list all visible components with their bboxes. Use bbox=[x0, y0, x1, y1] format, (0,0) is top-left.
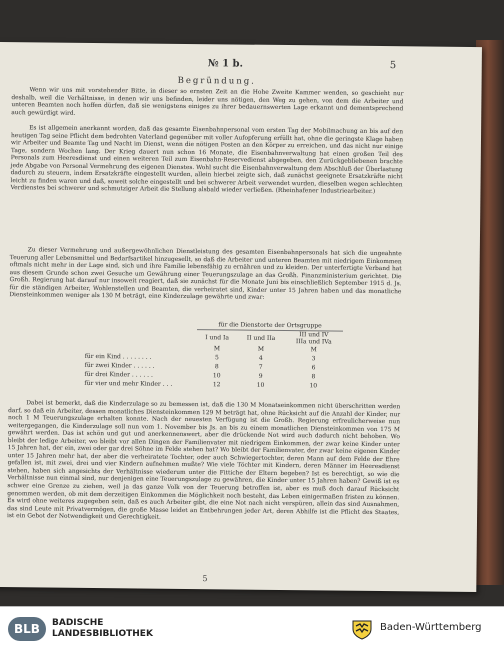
table-unit: M bbox=[310, 346, 317, 354]
table-caption: für die Dienstorte der Ortsgruppe bbox=[197, 320, 343, 331]
allowance-table bbox=[82, 319, 343, 391]
table-cell: 4 bbox=[258, 354, 263, 362]
row-label: für zwei Kinder . . . . . . bbox=[84, 361, 155, 370]
table-cell: 3 bbox=[311, 355, 316, 363]
table-cell: 9 bbox=[258, 372, 263, 380]
table-row bbox=[82, 379, 342, 391]
document-number: № 1 b. bbox=[207, 58, 244, 70]
table-cell: 8 bbox=[214, 363, 219, 371]
table-cell: 12 bbox=[212, 381, 221, 389]
library-name-line1: BADISCHE bbox=[52, 618, 104, 628]
page-number-bottom: 5 bbox=[202, 574, 208, 584]
row-label: für drei Kinder . . . . . . bbox=[84, 370, 153, 379]
table-cell: 10 bbox=[256, 381, 265, 389]
library-name-line2: LANDESBIBLIOTHEK bbox=[52, 629, 153, 639]
table-cell: 6 bbox=[311, 364, 316, 372]
table-cell: 10 bbox=[212, 372, 221, 380]
paragraph: Wenn wir uns mit vorstehender Bitte, in dieser so ernsten Zeit an die Hohe Zweite Kammer wenden, so geschieht nur deshalb, weil die Verhältnisse, in denen wir uns befinden, leider uns nötigen, den Weg zu gehen, von dem die Arbeiter und unteren Beamten noch hoffen dürfen, daß sie wenigstens einiges zu ihrer bedauernswerten Lage erkannt und dementsprechend auch gewürdigt wird. bbox=[11, 87, 404, 117]
table-column-header: III und IV IIIa und IVa bbox=[295, 331, 332, 346]
table-column-header: II und IIa bbox=[246, 334, 276, 342]
blb-logo-icon[interactable]: BLB bbox=[8, 617, 46, 641]
table-unit: M bbox=[257, 345, 265, 353]
paragraph: Es ist allgemein anerkannt worden, daß das gesamte Eisenbahnpersonal vom ersten Tag der Mobilmachung an bis auf den heutigen Tag seine Pflicht dem bedrohten Vaterland gegenüber mit voller Aufopferung erfüllt hat, ohne die geringste Klage haben wir Arbeiter und Beamte Tag und Nacht im Dienst, wenn die nötigen Posten an den Körper zu erreichen, und das nicht nur einige Tage, sondern Wochen lang. Der Krieg dauert nun schon 16 Monate, die Eisenbahnverwaltung hat einen großen Teil des Personals zum Heeresdienst und einen weiteren Teil zum Eisenbahn-Reservedienst abgegeben, den Zurückgebliebenen brachte jede Abgabe von Personal Vermehrung des eigenen Dienstes. Wohl sucht die Eisenbahnverwaltung dem Abschluß der Überlastung dadurch zu steuern, indem Ersatzkräfte eingestellt wurden, allein hierbei zeigte sich, daß zunächst geeignete Ersatzkräfte nicht leicht zu finden waren und daß, soweit solche eingestellt und bei schwerer Arbeit verwendet wurden, dieselben wegen schlechten Verdienstes bei schwerer und schmutziger Arbeit die Stellung alsbald wieder verließen. (Rheinhafener Industriearbeiter.) bbox=[10, 125, 404, 196]
page-number-top: 5 bbox=[389, 60, 397, 72]
section-title: Begründung. bbox=[177, 75, 256, 87]
table-cell: 10 bbox=[309, 382, 318, 390]
table-unit: M bbox=[213, 345, 221, 353]
baden-wuerttemberg-crest-icon[interactable] bbox=[350, 618, 374, 640]
state-name[interactable]: Baden-Württemberg bbox=[380, 622, 482, 633]
paragraph: Dabei ist bemerkt, daß die Kinderzulage so zu bemessen ist, daß die 130 M Monatseinkommen nicht überschritten werden darf, so daß ein Arbeiter, dessen monatliches Diensteinkommen 129 M beträgt hat, ohne Rücksicht auf die Anzahl der Kinder, nur noch 1 M Teuerungszulage erhalten konnte. Nach der neuesten Verfügung ist die Großh. Regierung erfreulicherweise nun weitergegangen, die Kinderzulage soll nun vom 1. November bis Js. an bis zu einem monatlichen Diensteinkommen von 175 M gewährt werden. Das ist schön und gut und anerkennenswert, aber die drückende Not wird auch dadurch nicht behoben. Wo bleibt der ledige Arbeiter, wo bleibt vor allen Dingen der Familienvater mit niedrigem Einkommen, der zwar keine Kinder unter 15 Jahren hat, der ein, zwei oder gar drei Söhne im Felde stehen hat? Wo bleibt der Familienvater, der zwar keine eigenen Kinder unter 15 Jahren mehr hat, der aber die verheiratete Tochter, oder auch Schwiegertochter, deren Mann auf dem Felde der Ehre gefallen ist, mit zwei, drei und vier Kindern aufnehmen mußte? Wie viele Töchter mit Kindern, deren Männer im Heeresdienst stehen, haben sich angesichts der Verhältnisse wiederum unter die Fittiche der Eltern begeben? Ist es berechtigt, so wie die Verhältnisse nun einmal sind, nur denjenigen eine Teuerungszulage zu gewähren, die Kinder unter 15 Jahren haben? Gewiß ist es schwer eine Grenze zu ziehen, weil ja das ganze Volk von der Teuerung betroffen ist, aber es muß doch darauf Rücksicht genommen werden, ob mit dem derzeitigen Einkommen die Möglichkeit noch besteht, das Leben einigermaßen fristen zu können. Es wird ohne weiteres zugegeben sein, daß es auch Arbeiter gibt, die eine Not nach nicht verspüren, allein das sind Ausnahmen, das sind Leute mit Privatvermögen, die große Masse leidet an Entbehrungen jeder Art, deren Abhilfe ist die Pflicht des Staates, ist ein Gebot der Notwendigkeit und Gerechtigkeit. bbox=[7, 400, 401, 521]
scanned-page bbox=[0, 42, 482, 592]
row-label: für vier und mehr Kinder . . . bbox=[84, 379, 173, 388]
table-cell: 7 bbox=[258, 363, 263, 371]
footer-bar bbox=[0, 606, 504, 651]
table-cell: 5 bbox=[214, 354, 219, 362]
library-name[interactable] bbox=[52, 618, 153, 640]
table-column-header: I und Ia bbox=[205, 333, 230, 341]
paragraph: Zu dieser Vermehrung und außergewöhnlichen Dienstleistung des gesamten Eisenbahnpersonals hat sich die ungeahnte Teuerung aller Lebensmittel und Bedarfsartikel hinzugesellt, so daß die Arbeiter und unteren Beamten mit niedrigem Einkommen oftmals nicht mehr in der Lage sind, sich und ihre Familie lebensfähig zu ernähren und zu kleiden. Der unterfertigte Verband hat aus diesem Grunde schon zwei Gesuche um Gewährung einer Teuerungszulage an das Großh. Finanzministerium gerichtet. Die Großh. Regierung hat darauf nur insoweit reagiert, daß sie zunächst für die Monate Juni bis einschließlich September 1915 d. Js. für die ständigen Arbeiter, Wohlenstellen und Beamten, die verheiratet sind, Kinder unter 15 Jahren haben und das monatliche Diensteinkommen weniger als 130 M beträgt, eine Kinderzulage gewährte und zwar: bbox=[9, 247, 402, 302]
row-label: für ein Kind . . . . . . . . bbox=[84, 352, 152, 361]
table-cell: 8 bbox=[311, 373, 316, 381]
